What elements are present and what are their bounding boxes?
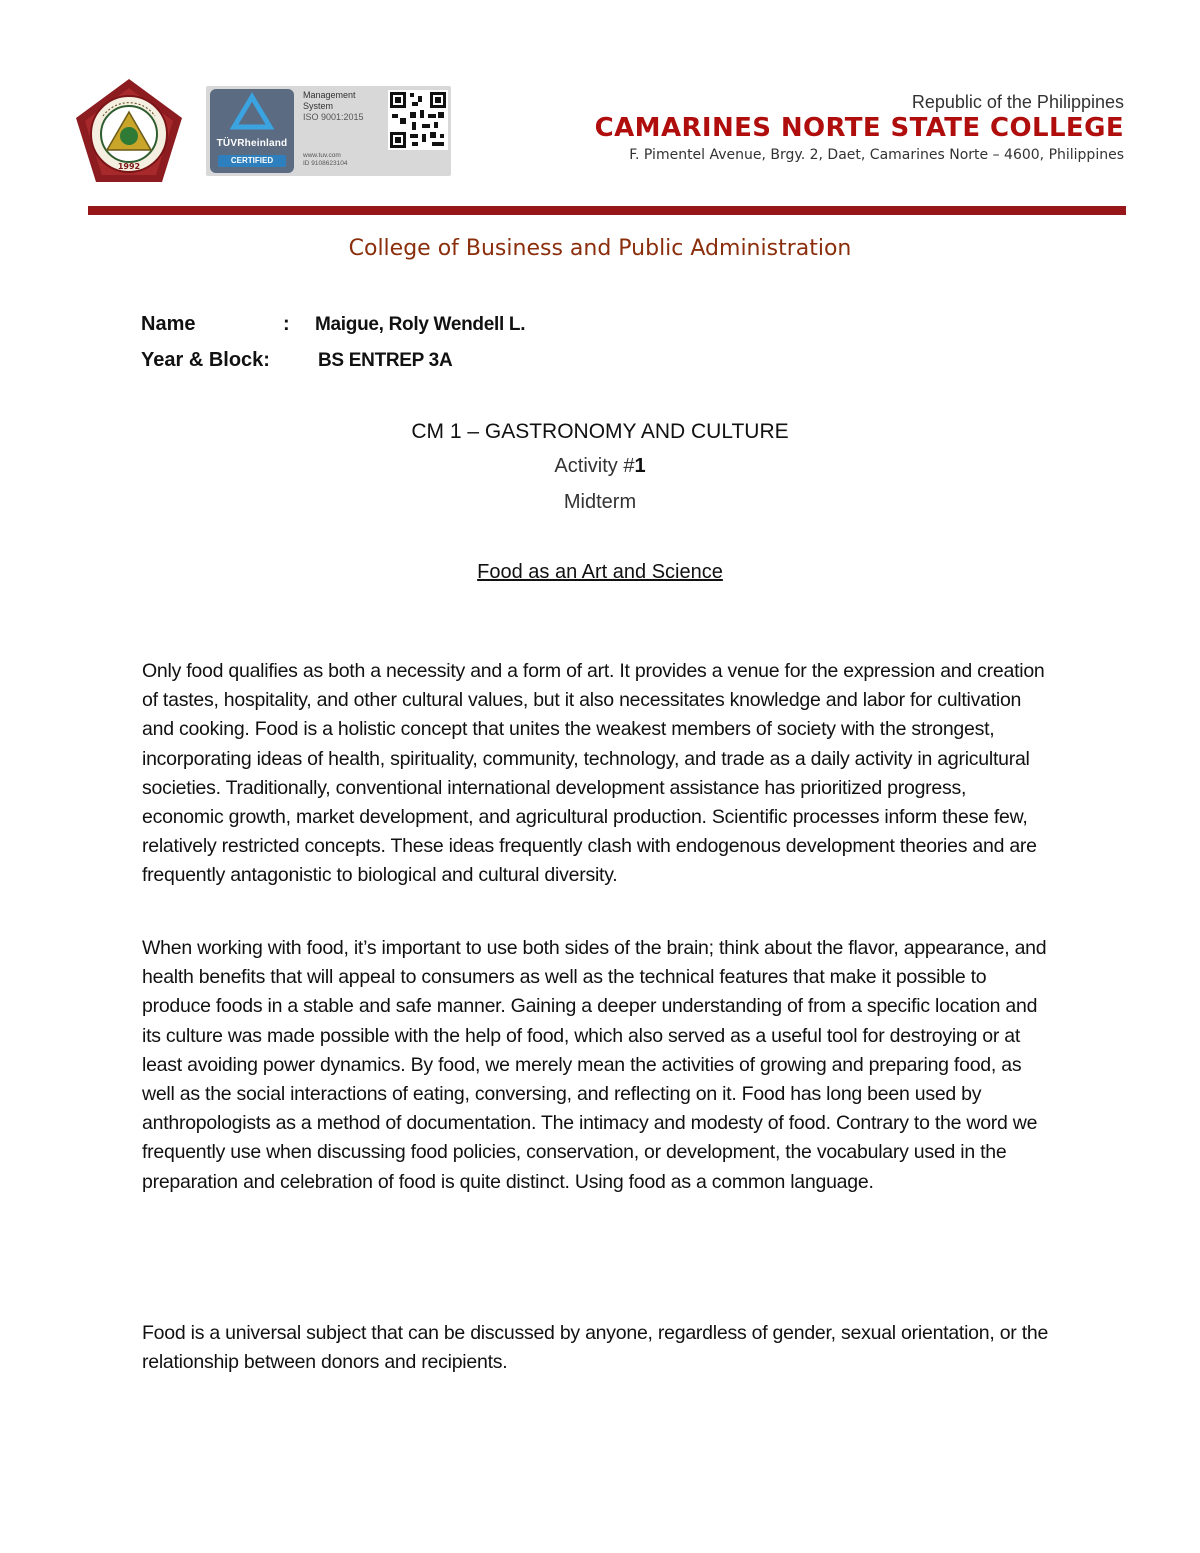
- college-address: F. Pimentel Avenue, Brgy. 2, Daet, Camarines Norte – 4600, Philippines: [629, 147, 1124, 163]
- cert-small-1: www.tuv.com: [303, 152, 341, 159]
- seal-year: 1992: [117, 162, 141, 171]
- certification-text: [303, 90, 364, 123]
- term-label: Midterm: [563, 491, 637, 513]
- iso-certification-badge: [206, 86, 451, 176]
- header-divider: [88, 206, 1126, 215]
- college-seal-logo: [73, 76, 185, 188]
- republic-label: Republic of the Philippines: [911, 92, 1124, 112]
- qr-code-icon: [388, 90, 448, 150]
- tuv-triangle-icon: [210, 89, 294, 139]
- cert-small-text: [303, 152, 347, 168]
- course-title: CM 1 – GASTRONOMY AND CULTURE: [411, 420, 789, 443]
- name-colon: :: [283, 313, 290, 335]
- cert-line-3: ISO 9001:2015: [303, 112, 364, 122]
- tuv-certified-label: CERTIFIED: [218, 155, 286, 167]
- activity-prefix: Activity #: [554, 455, 635, 477]
- paragraph-1: Only food qualifies as both a necessity and a form of art. It provides a venue for the expression and creation of tastes, hospitality, and other cultural values, but it also necessitates knowledge and labor for cultivation and cooking. Food is a holistic concept that unites the weakest members of society with the strongest, incorporating ideas of health, spirituality, community, technology, and trade as a daily activity in agricultural societies. Traditionally, conventional international development assistance has prioritized progress, economic growth, market development, and agricultural production. Scientific processes inform these few, relatively restricted concepts. These ideas frequently clash with endogenous development theories and are frequently antagonistic to biological and cultural diversity.: [142, 660, 1045, 887]
- tuv-certified-mark: [210, 89, 294, 173]
- activity-label: [0, 455, 1200, 478]
- college-name: CAMARINES NORTE STATE COLLEGE: [594, 113, 1124, 143]
- activity-number: 1: [634, 455, 646, 477]
- tuv-brand: TÜVRheinland: [216, 138, 288, 149]
- department-title: College of Business and Public Administration: [348, 236, 852, 261]
- name-value: Maigue, Roly Wendell L.: [315, 314, 526, 335]
- topic-title: Food as an Art and Science: [477, 561, 723, 583]
- name-label: Name: [141, 313, 196, 335]
- cert-small-2: ID 9108623104: [303, 160, 348, 167]
- cert-line-1: Management: [303, 90, 356, 100]
- year-block-label: Year & Block:: [141, 349, 270, 371]
- year-block-value: BS ENTREP 3A: [318, 350, 453, 371]
- cert-line-2: System: [303, 101, 334, 111]
- paragraph-3: Food is a universal subject that can be discussed by anyone, regardless of gender, sexual orientation, or the relationship between donors and recipients.: [142, 1322, 1049, 1374]
- paragraph-2: When working with food, it’s important to use both sides of the brain; think about the flavor, appearance, and health benefits that will appeal to consumers as well as the technical features that make it possible to produce foods in a stable and safe manner. Gaining a deeper understanding of from a specific location and its culture was made possible with the help of food, which also served as a useful tool for destroying or at least avoiding power dynamics. By food, we merely mean the activities of growing and preparing food, as well as the social interactions of eating, conversing, and reflecting on it. Food has long been used by anthropologists as a method of documentation. The intimacy and modesty of food. Contrary to the word we frequently use when discussing food policies, conservation, or development, the vocabulary used in the preparation and celebration of food is quite distinct. Using food as a common language.: [142, 937, 1047, 1193]
